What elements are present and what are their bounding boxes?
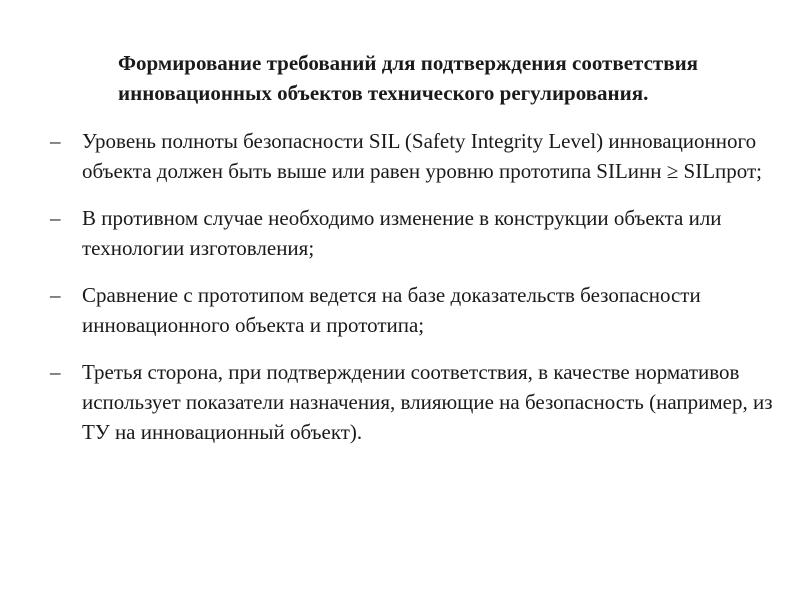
bullet-item (50, 203, 790, 263)
bullet-marker: – (50, 129, 61, 153)
bullet-marker: – (50, 206, 61, 230)
bullet-item (50, 280, 790, 340)
bullet-text: Третья сторона, при подтверждении соответствия, в качестве нормативов использует показатели назначения, влияющие на безопасность (например, из ТУ на инновационный объект). (82, 360, 773, 444)
bullet-text: В противном случае необходимо изменение в конструкции объекта или технологии изготовления; (82, 206, 722, 260)
bullet-marker: – (50, 360, 61, 384)
bullet-item (50, 357, 790, 447)
bullet-marker: – (50, 283, 61, 307)
bullet-text: Уровень полноты безопасности SIL (Safety Integrity Level) инновационного объекта должен быть выше или равен уровню прототипа SILинн ≥ SILпрот; (82, 129, 763, 183)
bullet-item (50, 126, 790, 186)
bullet-text: Сравнение с прототипом ведется на базе доказательств безопасности инновационного объекта и прототипа; (82, 283, 701, 337)
slide-title: Формирование требований для подтверждения соответствия инновационных объектов технического регулирования. (118, 51, 699, 105)
bullet-list (50, 126, 790, 464)
